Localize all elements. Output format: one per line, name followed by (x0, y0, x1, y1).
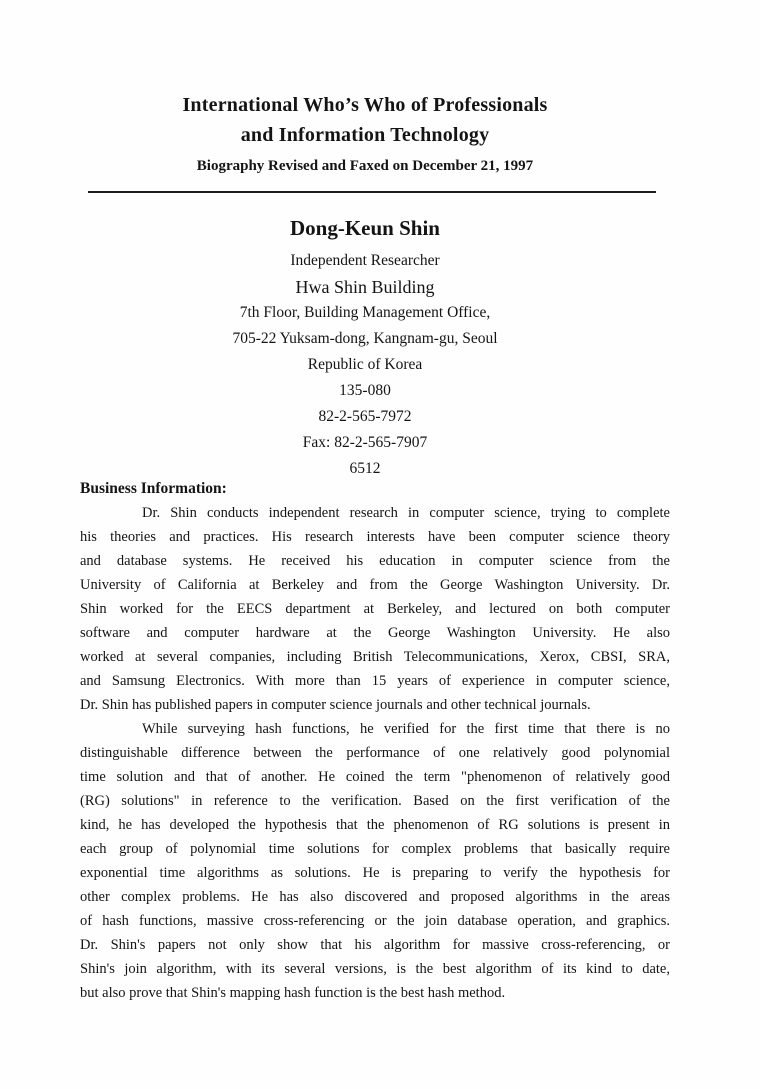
contact-building: Hwa Shin Building (295, 277, 435, 297)
body-line: distinguishable difference between the performance of one relatively good polynomial (80, 745, 670, 761)
body-line: of hash functions, massive cross-referencing or the join database operation, and graphics. (80, 913, 670, 929)
body-line: University of California at Berkeley and from the George Washington University. Dr. (80, 577, 670, 593)
contact-phone: 82-2-565-7972 (318, 408, 412, 425)
contact-address-line: 135-080 (339, 382, 391, 399)
document-subtitle: Biography Revised and Faxed on December 21, 1997 (196, 158, 534, 174)
body-line: other complex problems. He has also discovered and proposed algorithms in the areas (80, 889, 670, 905)
body-line: (RG) solutions" in reference to the verification. Based on the first verification of the (80, 793, 670, 809)
contact-name: Dong-Keun Shin (290, 216, 440, 240)
body-line: and database systems. He received his education in computer science from the (80, 553, 670, 569)
body-line: Shin's join algorithm, with its several versions, is the best algorithm of its kind to date, (80, 961, 670, 977)
body-line: Dr. Shin's papers not only show that his algorithm for massive cross-referencing, or (80, 937, 670, 953)
body-line: software and computer hardware at the George Washington University. He also (80, 625, 670, 641)
body-paragraph (80, 717, 670, 1005)
contact-block (80, 215, 650, 482)
body-line: Dr. Shin has published papers in computer science journals and other technical journals. (80, 697, 591, 713)
document-title-line1: International Who’s Who of Professionals (182, 94, 548, 116)
document-title-line2: and Information Technology (240, 124, 490, 146)
contact-address-line: Republic of Korea (307, 356, 423, 373)
body-line: but also prove that Shin's mapping hash function is the best hash method. (80, 985, 506, 1001)
contact-address-line: 7th Floor, Building Management Office, (239, 304, 491, 321)
body-line: and Samsung Electronics. With more than 15 years of experience in computer science, (80, 673, 670, 689)
body-line: While surveying hash functions, he verified for the first time that there is no (142, 721, 670, 737)
business-information-section (80, 477, 670, 1005)
body-line: time solution and that of another. He coined the term "phenomenon of relatively good (80, 769, 670, 785)
body-line: each group of polynomial time solutions for complex problems that basically require (80, 841, 670, 857)
contact-address (80, 300, 650, 404)
body-line: Shin worked for the EECS department at Berkeley, and lectured on both computer (80, 601, 670, 617)
body-line: his theories and practices. His research interests have been computer science theory (80, 529, 670, 545)
contact-address-line: 705-22 Yuksam-dong, Kangnam-gu, Seoul (232, 330, 498, 347)
business-information-body (80, 501, 670, 1005)
body-line: worked at several companies, including British Telecommunications, Xerox, CBSI, SRA, (80, 649, 670, 665)
contact-extra-number: 6512 (349, 460, 381, 477)
body-line: Dr. Shin conducts independent research in computer science, trying to complete (142, 505, 670, 521)
business-information-heading: Business Information: (80, 480, 227, 497)
body-line: exponential time algorithms as solutions. He is preparing to verify the hypothesis for (80, 865, 670, 881)
contact-role: Independent Researcher (290, 252, 440, 269)
body-paragraph (80, 501, 670, 717)
contact-fax: Fax: 82-2-565-7907 (302, 434, 428, 451)
document-header (80, 90, 650, 176)
header-divider-rule (88, 191, 656, 193)
body-line: kind, he has developed the hypothesis that the phenomenon of RG solutions is present in (80, 817, 670, 833)
